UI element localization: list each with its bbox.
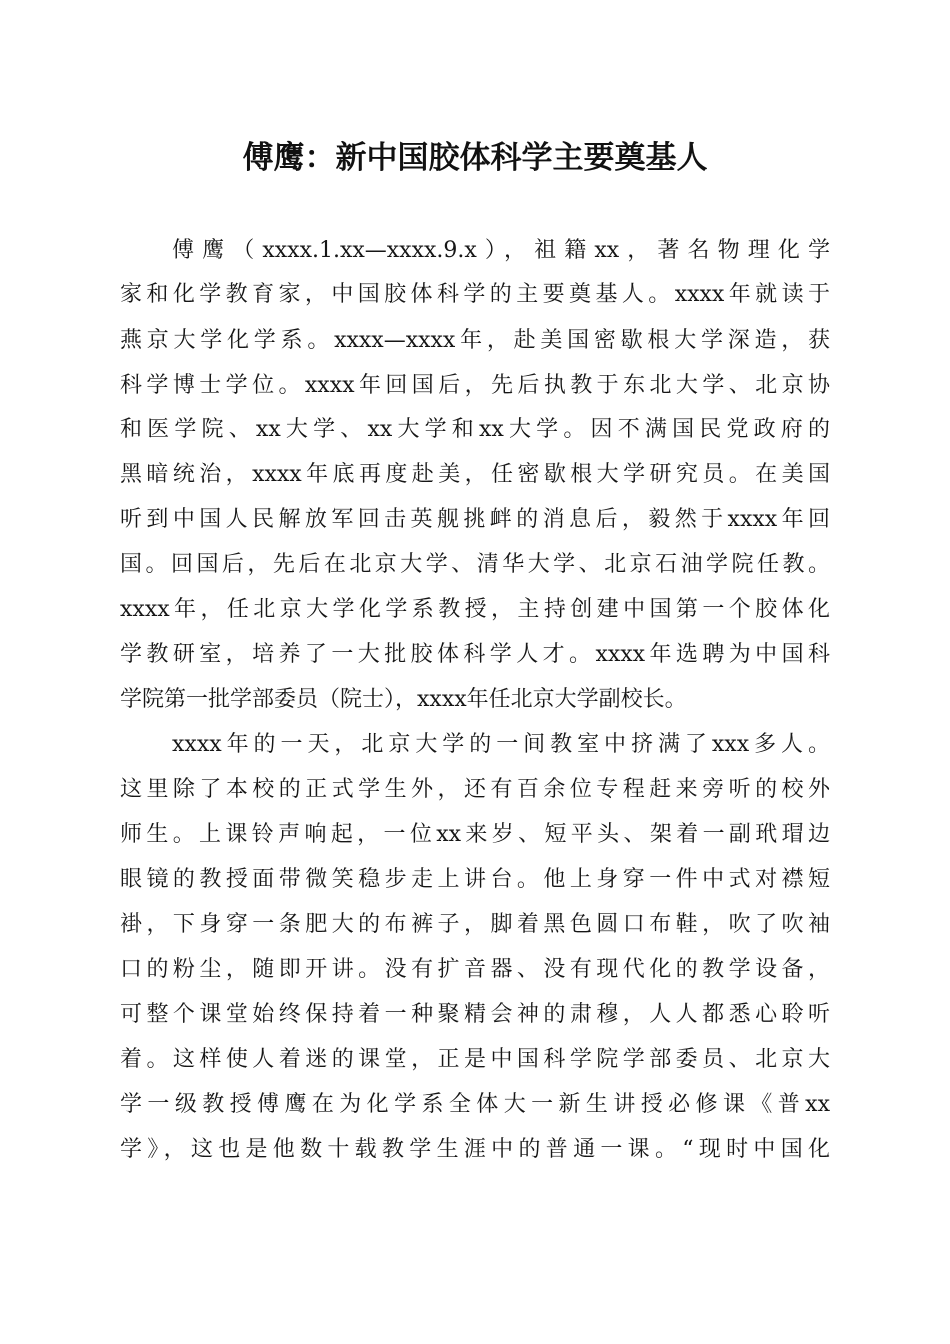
paragraph-1-line-3: 燕京大学化学系。xxxx—xxxx年，赴美国密歇根大学深造，获	[120, 328, 830, 353]
paragraph-2-line-9: 学一级教授傅鹰在为化学系全体大一新生讲授必修课《普xx	[120, 1092, 830, 1117]
paragraph-2-line-10: 学》，这也是他数十载教学生涯中的普通一课。“现时中国化	[120, 1137, 830, 1162]
paragraph-2-line-3: 师生。上课铃声响起，一位xx来岁、短平头、架着一副玳瑁边	[120, 822, 830, 847]
paragraph-1-line-8: 国。回国后，先后在北京大学、清华大学、北京石油学院任教。	[120, 552, 830, 577]
paragraph-1-line-2: 家和化学教育家，中国胶体科学的主要奠基人。xxxx年就读于	[120, 282, 830, 307]
paragraph-2-line-2: 这里除了本校的正式学生外，还有百余位专程赶来旁听的校外	[120, 777, 830, 802]
paragraph-2-line-7: 可整个课堂始终保持着一种聚精会神的肃穆，人人都悉心聆听	[120, 1002, 830, 1027]
paragraph-2-line-5: 褂，下身穿一条肥大的布裤子，脚着黑色圆口布鞋，吹了吹袖	[120, 912, 830, 937]
document-title: 傅鹰：新中国胶体科学主要奠基人	[242, 140, 708, 176]
paragraph-1-line-4: 科学博士学位。xxxx年回国后，先后执教于东北大学、北京协	[120, 373, 830, 398]
paragraph-1-line-1: 傅鹰（xxxx.1.xx—xxxx.9.x），祖籍xx，著名物理化学	[172, 238, 830, 263]
paragraph-1-line-7: 听到中国人民解放军回击英舰挑衅的消息后，毅然于xxxx年回	[120, 507, 830, 532]
paragraph-1-line-5: 和医学院、xx大学、xx大学和xx大学。因不满国民党政府的	[120, 417, 830, 442]
paragraph-2-line-6: 口的粉尘，随即开讲。没有扩音器、没有现代化的教学设备，	[120, 957, 830, 982]
paragraph-2-line-8: 着。这样使人着迷的课堂，正是中国科学院学部委员、北京大	[120, 1047, 830, 1072]
paragraph-1-line-6: 黑暗统治，xxxx年底再度赴美，任密歇根大学研究员。在美国	[120, 462, 830, 487]
paragraph-1-line-9: xxxx年，任北京大学化学系教授，主持创建中国第一个胶体化	[120, 597, 830, 622]
paragraph-1-line-10: 学教研室，培养了一大批胶体科学人才。xxxx年选聘为中国科	[120, 642, 830, 667]
paragraph-2-line-4: 眼镜的教授面带微笑稳步走上讲台。他上身穿一件中式对襟短	[120, 867, 830, 892]
paragraph-2-line-1: xxxx年的一天，北京大学的一间教室中挤满了xxx多人。	[172, 732, 830, 757]
paragraph-1-line-11: 学院第一批学部委员（院士），xxxx年任北京大学副校长。	[120, 687, 687, 712]
